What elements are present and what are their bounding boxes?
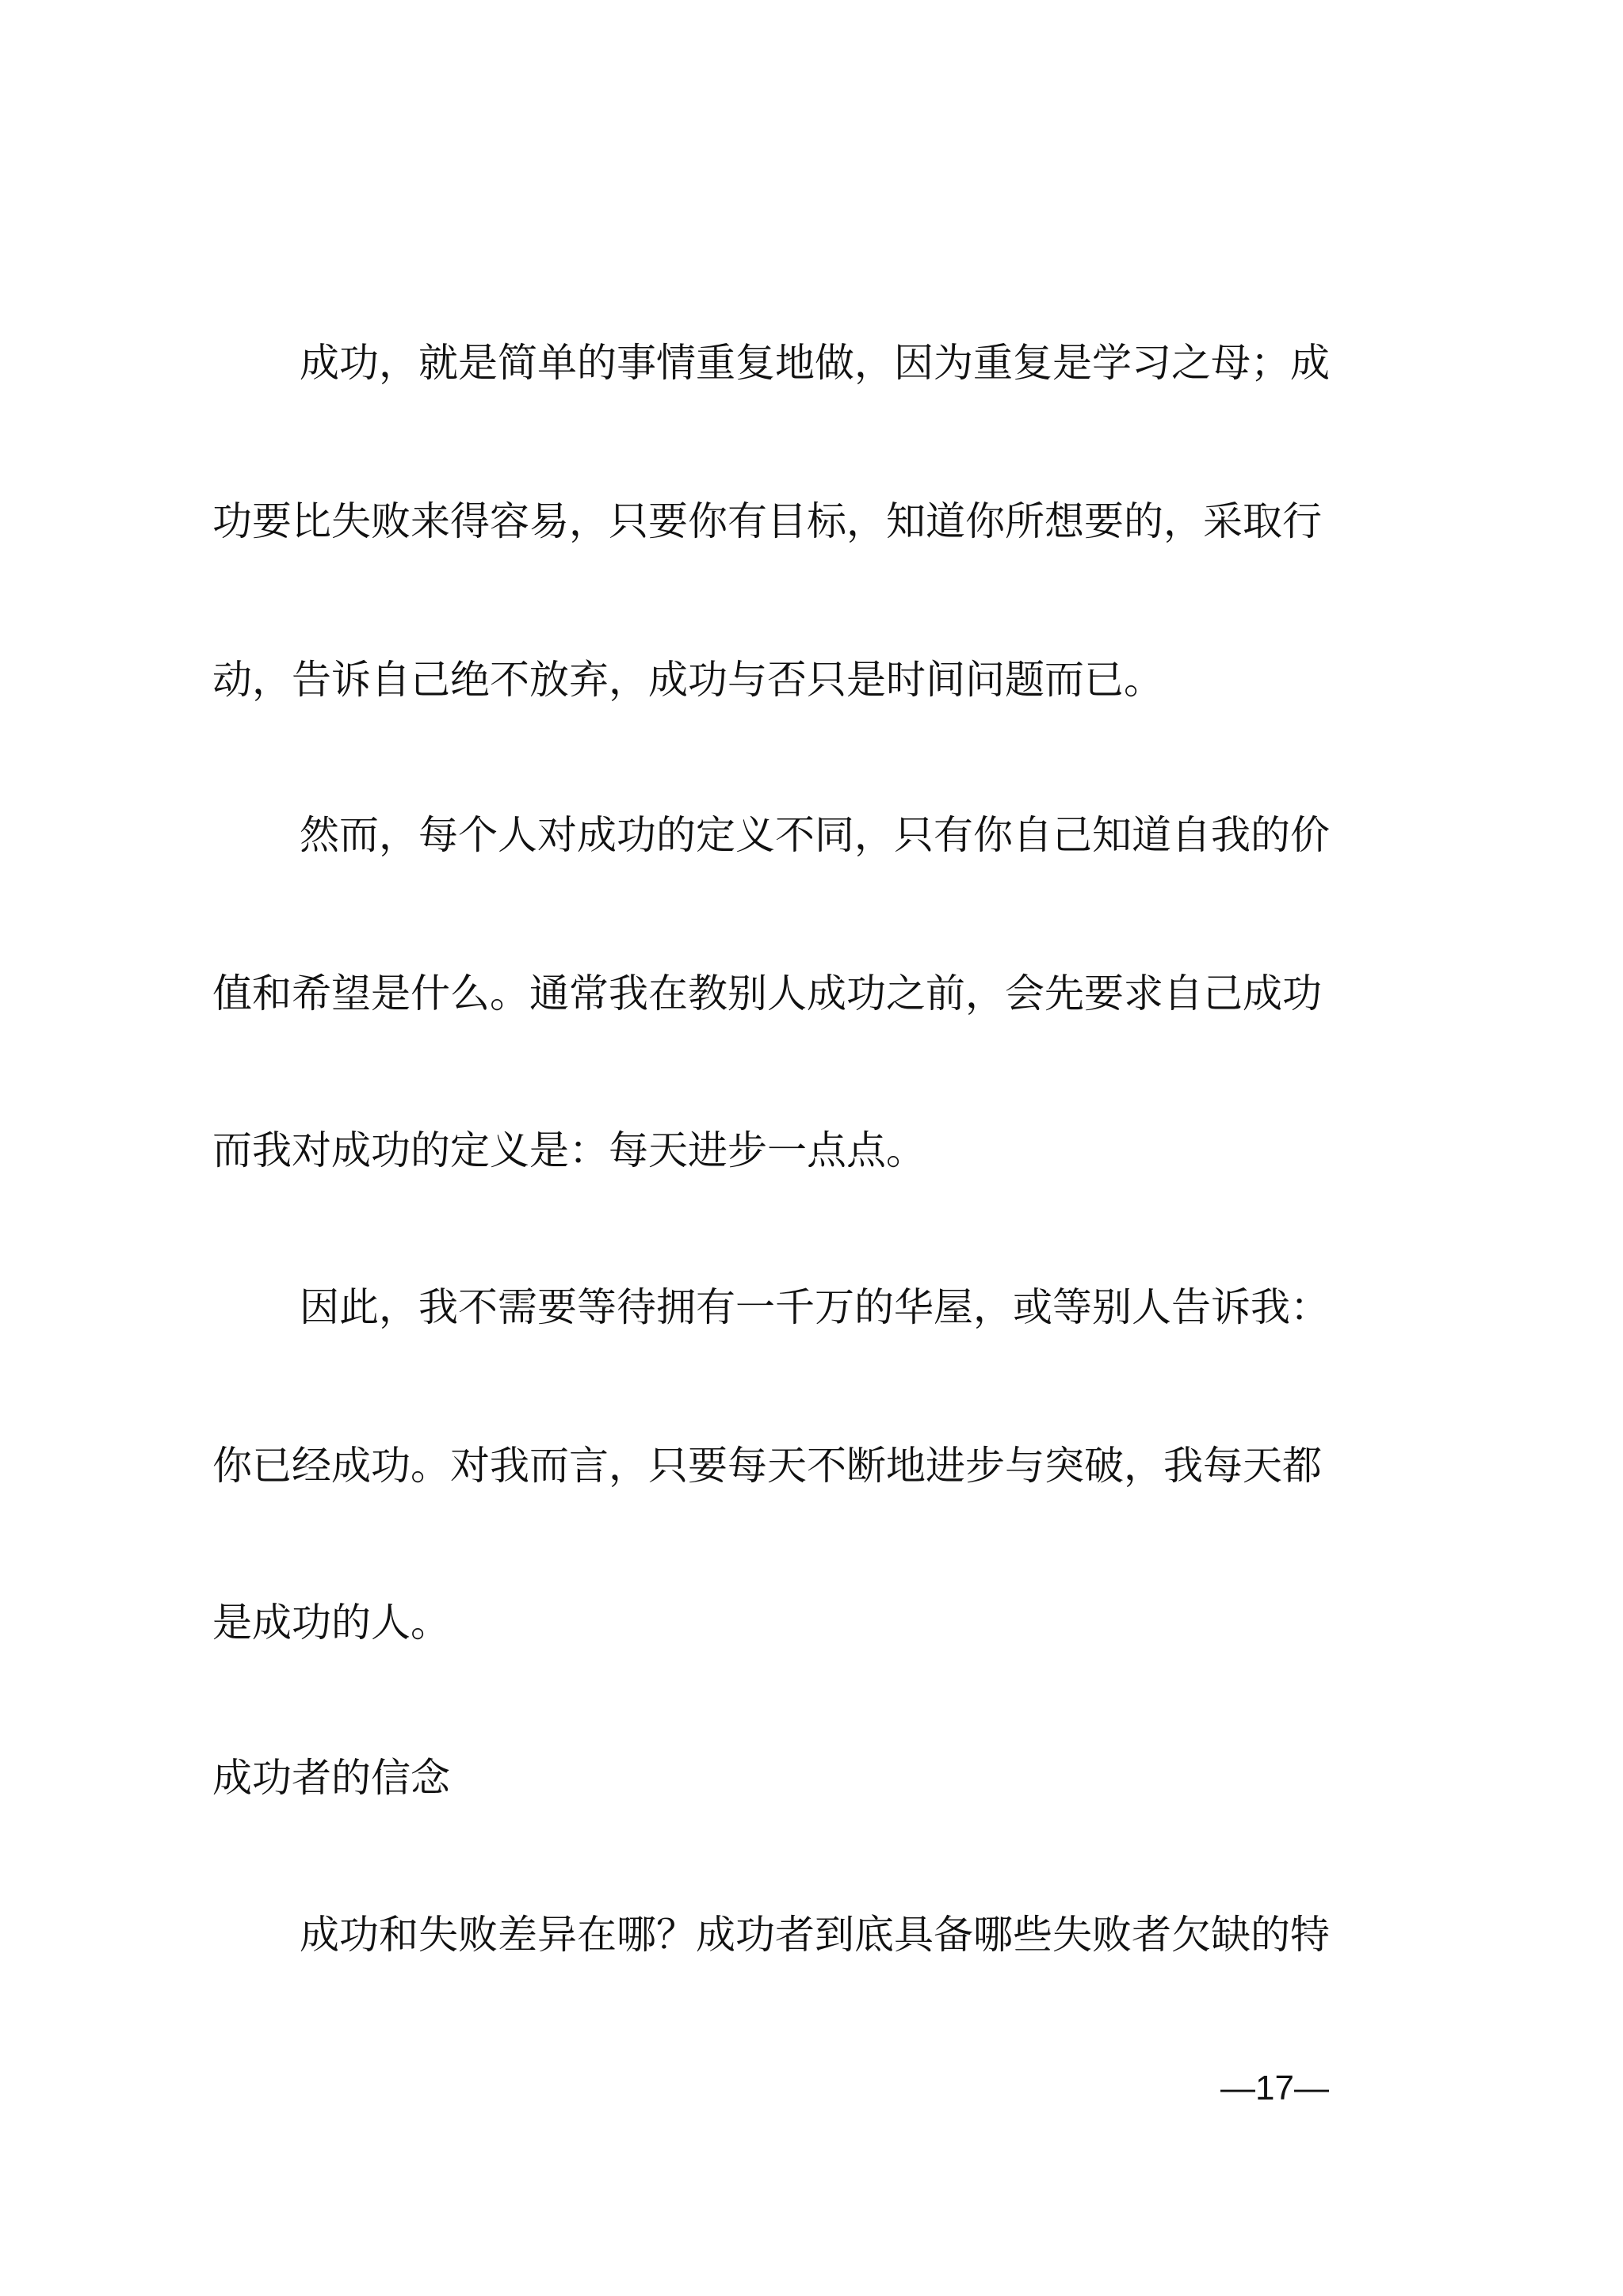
paragraph-3-line-2: 你已经成功。对我而言，只要每天不断地进步与突破，我每天都	[212, 1443, 1322, 1489]
paragraph-3-line-1: 因此，我不需要等待拥有一千万的华屋，或等别人告诉我：	[300, 1284, 1330, 1330]
section-heading: 成功者的信念	[212, 1755, 450, 1801]
paragraph-2-line-2: 值和希望是什么。通常我在教别人成功之前，会先要求自己成功	[212, 971, 1322, 1016]
paragraph-2-line-1: 然而，每个人对成功的定义不同，只有你自己知道自我的价	[300, 812, 1330, 858]
paragraph-3-line-3: 是成功的人。	[212, 1600, 450, 1646]
paragraph-1-line-1: 成功，就是简单的事情重复地做，因为重复是学习之母；成	[300, 340, 1330, 386]
paragraph-2-line-3: 而我对成功的定义是：每天进步一点点。	[212, 1127, 926, 1173]
paragraph-1-line-2: 功要比失败来得容易，只要你有目标，知道你所想要的，采取行	[212, 498, 1322, 544]
paragraph-1-line-3: 动，告诉自己绝不放弃，成功与否只是时间问题而已。	[212, 657, 1163, 703]
paragraph-4-line-1: 成功和失败差异在哪？成功者到底具备哪些失败者欠缺的特	[300, 1912, 1330, 1958]
page-number: —17—	[1220, 2069, 1329, 2107]
